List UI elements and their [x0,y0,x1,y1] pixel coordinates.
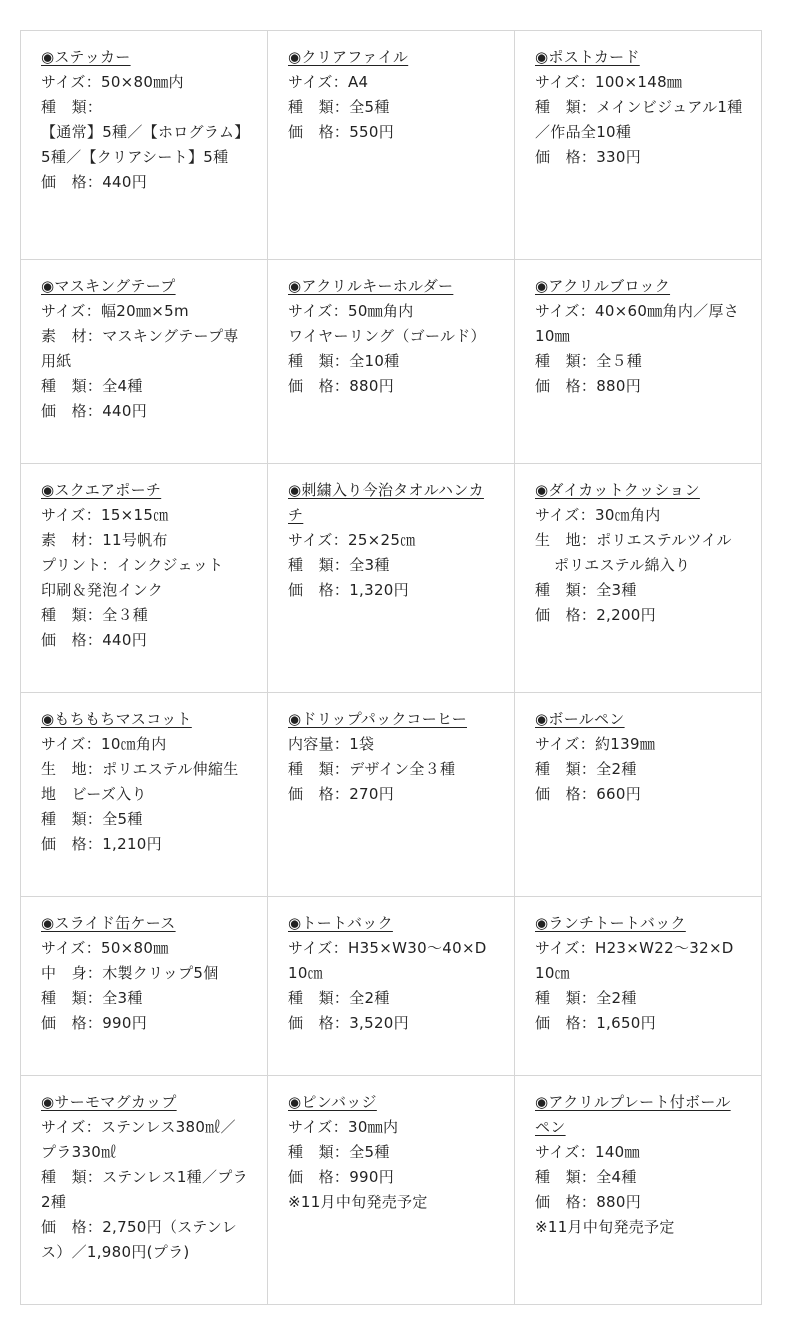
grid-row [21,31,762,260]
product-size: サイズ：50×80㎜ [41,939,169,957]
product-contents: 中 身：木製クリップ5個 [41,964,219,982]
product-cell-acrylic-block [515,260,762,464]
product-size: サイズ：140㎜ [535,1143,640,1161]
product-type: 種 類：ステンレス1種／プラ2種 [41,1168,248,1211]
product-title: ◉刺繍入り今治タオルハンカチ [288,481,484,524]
product-size: サイズ：10㎝角内 [41,735,167,753]
product-title: ◉ステッカー [41,48,131,66]
product-type: 種 類：全2種 [535,989,637,1007]
product-size: サイズ：50㎜角内 [288,302,414,320]
product-material: 素 材：11号帆布 [41,531,168,549]
product-cell-lunch-tote-bag [515,897,762,1076]
product-title: ◉ピンバッジ [288,1093,377,1111]
product-size: サイズ：30㎜内 [288,1118,399,1136]
product-price: 価 格：550円 [288,123,395,141]
product-price: 価 格：880円 [535,1193,642,1211]
product-price: 価 格：880円 [288,377,395,395]
product-price: 価 格：2,200円 [535,606,656,624]
product-fabric: 生 地：ポリエステル伸縮生地 ビーズ入り [41,760,239,803]
product-title: ◉もちもちマスコット [41,710,192,728]
product-type: 種 類：全5種 [288,98,390,116]
product-size: サイズ：ステンレス380㎖／プラ330㎖ [41,1118,236,1161]
product-cell-slide-can-case [21,897,268,1076]
product-fabric: 生 地：ポリエステルツイル [535,531,732,549]
grid-row [21,693,762,897]
product-size: サイズ：100×148㎜ [535,73,683,91]
product-title: ◉スライド缶ケース [41,914,176,932]
product-release-note: ※11月中旬発売予定 [535,1218,675,1236]
product-title: ◉マスキングテープ [41,277,176,295]
product-cell-postcard [515,31,762,260]
product-contents: 内容量：1袋 [288,735,375,753]
product-type: 種 類：全5種 [41,810,143,828]
product-price: 価 格：1,650円 [535,1014,656,1032]
product-type-detail: 【通常】5種／【ホログラム】5種／【クリアシート】5種 [41,123,243,166]
product-cell-mochi-mascot [21,693,268,897]
product-type: 種 類：メインビジュアル1種／作品全10種 [535,98,743,141]
product-price: 価 格：270円 [288,785,395,803]
product-cell-towel-handkerchief [268,464,515,693]
product-type: 種 類：全５種 [535,352,643,370]
product-cell-diecut-cushion [515,464,762,693]
product-material: 素 材：マスキングテープ専用紙 [41,327,239,370]
product-title: ◉トートバック [288,914,393,932]
product-fabric-detail: ポリエステル綿入り [554,556,691,574]
product-title: ◉ボールペン [535,710,625,728]
product-size: サイズ：約139㎜ [535,735,656,753]
product-type: 種 類：全10種 [288,352,400,370]
product-type: 種 類：デザイン全３種 [288,760,456,778]
product-title: ◉サーモマグカップ [41,1093,177,1111]
product-type-label: 種 類： [41,98,103,116]
product-price: 価 格：660円 [535,785,642,803]
product-cell-tote-bag [268,897,515,1076]
product-price: 価 格：330円 [535,148,642,166]
product-size: サイズ：H23×W22〜32×D10㎝ [535,939,734,982]
product-price: 価 格：1,320円 [288,581,409,599]
product-cell-clear-file [268,31,515,260]
product-price: 価 格：880円 [535,377,642,395]
product-type: 種 類：全4種 [535,1168,637,1186]
product-price: 価 格：440円 [41,173,148,191]
product-price: 価 格：1,210円 [41,835,162,853]
product-price: 価 格：440円 [41,631,148,649]
product-title: ◉スクエアポーチ [41,481,162,499]
product-size: サイズ：A4 [288,73,369,91]
grid-row [21,1076,762,1305]
product-title: ◉ポストカード [535,48,640,66]
product-type: 種 類：全4種 [41,377,143,395]
product-size: サイズ：H35×W30〜40×D10㎝ [288,939,487,982]
product-title: ◉クリアファイル [288,48,409,66]
grid-row [21,897,762,1076]
product-cell-ballpoint-pen [515,693,762,897]
product-title: ◉アクリルキーホルダー [288,277,454,295]
product-title: ◉アクリルブロック [535,277,671,295]
product-print-detail: 印刷＆発泡インク [41,581,164,599]
product-release-note: ※11月中旬発売予定 [288,1193,428,1211]
product-cell-acrylic-keyholder [268,260,515,464]
product-cell-thermo-mug [21,1076,268,1305]
product-type: 種 類：全3種 [535,581,637,599]
product-ring: ワイヤーリング（ゴールド） [288,327,486,345]
product-title: ◉ドリップパックコーヒー [288,710,467,728]
product-type: 種 類：全3種 [288,556,390,574]
product-cell-sticker [21,31,268,260]
product-price: 価 格：2,750円（ステンレス）／1,980円(プラ) [41,1218,238,1261]
grid-row [21,464,762,693]
product-size: サイズ：25×25㎝ [288,531,416,549]
product-type: 種 類：全5種 [288,1143,390,1161]
product-title: ◉アクリルプレート付ボールペン [535,1093,731,1136]
product-price: 価 格：990円 [288,1168,395,1186]
product-cell-acrylic-plate-pen [515,1076,762,1305]
product-size: サイズ：30㎝角内 [535,506,661,524]
product-price: 価 格：3,520円 [288,1014,409,1032]
product-print: プリント：インクジェット [41,556,224,574]
grid-row [21,260,762,464]
product-grid [20,30,762,1305]
product-type: 種 類：全3種 [41,989,143,1007]
product-price: 価 格：440円 [41,402,148,420]
product-title: ◉ダイカットクッション [535,481,700,499]
product-size: サイズ：40×60㎜角内／厚さ10㎜ [535,302,740,345]
product-title: ◉ランチトートバック [535,914,686,932]
product-type: 種 類：全2種 [535,760,637,778]
product-type: 種 類：全３種 [41,606,149,624]
product-cell-square-pouch [21,464,268,693]
product-cell-masking-tape [21,260,268,464]
product-size: サイズ：幅20㎜×5m [41,302,189,320]
product-type: 種 類：全2種 [288,989,390,1007]
product-cell-drip-coffee [268,693,515,897]
product-cell-pin-badge [268,1076,515,1305]
product-size: サイズ：15×15㎝ [41,506,169,524]
product-size: サイズ：50×80㎜内 [41,73,184,91]
product-price: 価 格：990円 [41,1014,148,1032]
